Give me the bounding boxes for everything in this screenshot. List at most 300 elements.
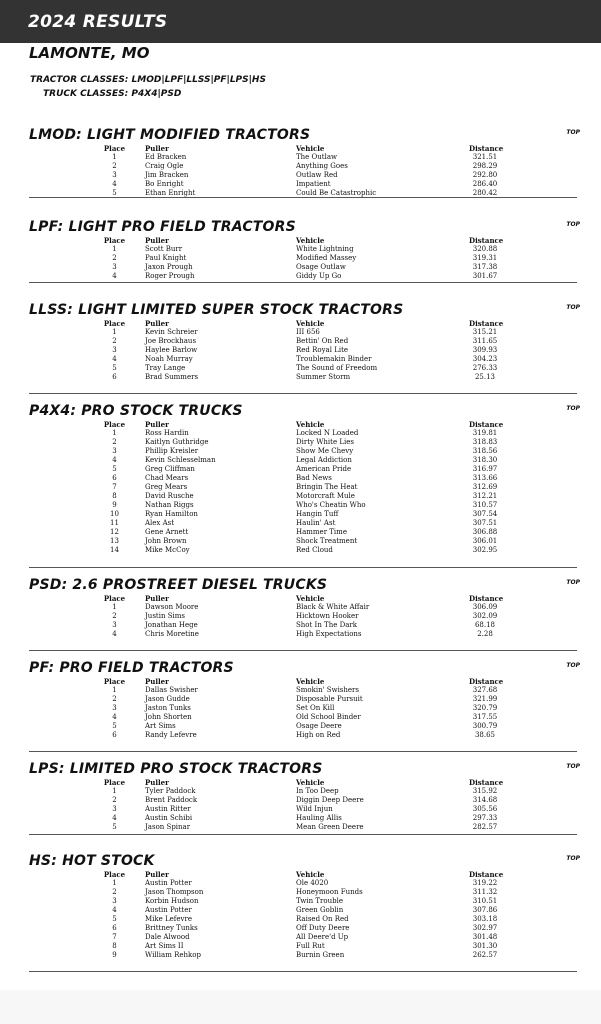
distance-cell: 68.18 (474, 621, 496, 629)
table-row (29, 630, 577, 639)
table-row (29, 364, 577, 373)
table-row (29, 722, 577, 731)
table-row (29, 501, 577, 510)
table-header-row (29, 236, 577, 245)
vehicle-cell: White Lightning (296, 245, 354, 253)
vehicle-cell: Old School Binder (296, 713, 361, 721)
table-row (29, 805, 577, 814)
back-to-top-link[interactable]: TOP (566, 763, 580, 770)
column-header-vehicle: Vehicle (296, 144, 325, 153)
puller-cell: Haylee Barlow (145, 346, 198, 354)
back-to-top-link[interactable]: TOP (566, 405, 580, 412)
puller-cell: Scott Burr (145, 245, 183, 253)
vehicle-cell: Burnin Green (296, 951, 345, 959)
distance-cell: 25.13 (474, 373, 496, 381)
results-table (29, 594, 577, 639)
distance-cell: 303.18 (472, 915, 498, 923)
table-row (29, 906, 577, 915)
distance-cell: 286.40 (472, 180, 498, 188)
column-header-distance: Distance (469, 594, 504, 603)
place-cell: 5 (112, 189, 117, 197)
back-to-top-link[interactable]: TOP (566, 221, 580, 228)
section-psd (29, 576, 580, 651)
vehicle-cell: Hammer Time (296, 528, 347, 536)
section-pf (29, 659, 580, 752)
column-header-puller: Puller (145, 677, 169, 686)
place-cell: 3 (112, 897, 117, 905)
puller-cell: Mike Lefevre (145, 915, 192, 923)
column-header-puller: Puller (145, 778, 169, 787)
place-cell: 1 (112, 245, 117, 253)
table-row (29, 483, 577, 492)
place-cell: 9 (112, 501, 117, 509)
distance-cell: 314.68 (472, 796, 498, 804)
column-header-vehicle: Vehicle (296, 778, 325, 787)
place-cell: 1 (112, 153, 117, 161)
column-header-distance: Distance (469, 236, 504, 245)
distance-cell: 309.93 (472, 346, 498, 354)
place-cell: 2 (112, 337, 117, 345)
column-header-vehicle: Vehicle (296, 594, 325, 603)
table-row (29, 438, 577, 447)
table-row (29, 510, 577, 519)
place-cell: 10 (110, 510, 119, 518)
back-to-top-link[interactable]: TOP (566, 304, 580, 311)
results-table (29, 319, 577, 382)
vehicle-cell: Anything Goes (296, 162, 348, 170)
back-to-top-link[interactable]: TOP (566, 855, 580, 862)
puller-cell: Dawson Moore (145, 603, 199, 611)
vehicle-cell: Giddy Up Go (296, 272, 342, 280)
place-cell: 8 (112, 492, 117, 500)
column-header-place: Place (103, 236, 126, 245)
place-cell: 2 (112, 796, 117, 804)
place-cell: 1 (112, 429, 117, 437)
place-cell: 13 (110, 537, 119, 545)
vehicle-cell: Modified Massey (296, 254, 357, 262)
vehicle-cell: Wild Injun (296, 805, 333, 813)
vehicle-cell: Troublemakin Binder (296, 355, 372, 363)
distance-cell: 310.57 (472, 501, 498, 509)
table-row (29, 879, 577, 888)
place-cell: 4 (112, 355, 117, 363)
place-cell: 3 (112, 704, 117, 712)
vehicle-cell: Hicktown Hooker (296, 612, 359, 620)
vehicle-cell: Motorcraft Mule (296, 492, 355, 500)
place-cell: 14 (110, 546, 119, 554)
column-header-vehicle: Vehicle (296, 420, 325, 429)
puller-cell: Roger Prough (145, 272, 195, 280)
vehicle-cell: Full Rut (296, 942, 325, 950)
distance-cell: 304.23 (472, 355, 498, 363)
distance-cell: 319.31 (472, 254, 498, 262)
table-row (29, 254, 577, 263)
place-cell: 2 (112, 695, 117, 703)
column-header-distance: Distance (469, 870, 504, 879)
puller-cell: Kaitlyn Guthridge (145, 438, 209, 446)
column-header-place: Place (103, 594, 126, 603)
truck-classes-line: TRUCK CLASSES: P4X4|PSD (43, 89, 182, 99)
table-row (29, 272, 577, 281)
place-cell: 4 (112, 272, 117, 280)
vehicle-cell: The Sound of Freedom (296, 364, 378, 372)
table-header-row (29, 420, 577, 429)
puller-cell: Jaston Tunks (145, 704, 191, 712)
puller-cell: Alex Ast (145, 519, 175, 527)
column-header-vehicle: Vehicle (296, 870, 325, 879)
table-row (29, 814, 577, 823)
puller-cell: Tyler Paddock (145, 787, 196, 795)
vehicle-cell: Off Duty Deere (296, 924, 350, 932)
table-row (29, 189, 577, 198)
table-row (29, 546, 577, 555)
place-cell: 5 (112, 465, 117, 473)
table-row (29, 180, 577, 189)
distance-cell: 313.66 (472, 474, 498, 482)
vehicle-cell: Locked N Loaded (296, 429, 359, 437)
distance-cell: 301.48 (472, 933, 498, 941)
back-to-top-link[interactable]: TOP (566, 662, 580, 669)
section-llss (29, 301, 580, 394)
column-header-puller: Puller (145, 420, 169, 429)
section-title: LPS: LIMITED PRO STOCK TRACTORS (29, 761, 323, 777)
vehicle-cell: Who's Cheatin Who (296, 501, 366, 509)
table-row (29, 474, 577, 483)
distance-cell: 315.92 (472, 787, 498, 795)
puller-cell: John Shorten (145, 713, 192, 721)
distance-cell: 306.01 (472, 537, 498, 545)
table-row (29, 263, 577, 272)
place-cell: 3 (112, 346, 117, 354)
column-header-distance: Distance (469, 420, 504, 429)
table-row (29, 245, 577, 254)
puller-cell: William Rehkop (145, 951, 201, 959)
page-title: 2024 RESULTS (28, 12, 168, 32)
table-row (29, 924, 577, 933)
event-location: LAMONTE, MO (29, 44, 150, 62)
place-cell: 3 (112, 263, 117, 271)
distance-cell: 280.42 (472, 189, 498, 197)
distance-cell: 321.99 (472, 695, 498, 703)
results-table (29, 236, 577, 281)
table-row (29, 915, 577, 924)
vehicle-cell: Haulin' Ast (296, 519, 336, 527)
puller-cell: Austin Ritter (145, 805, 191, 813)
place-cell: 2 (112, 888, 117, 896)
place-cell: 6 (112, 924, 117, 932)
vehicle-cell: Bringin The Heat (296, 483, 358, 491)
table-row (29, 429, 577, 438)
puller-cell: Greg Mears (145, 483, 188, 491)
vehicle-cell: Diggin Deep Deere (296, 796, 364, 804)
section-p4x4 (29, 402, 580, 568)
column-header-distance: Distance (469, 778, 504, 787)
puller-cell: Noah Murray (145, 355, 193, 363)
table-header-row (29, 870, 577, 879)
tractor-classes-line: TRACTOR CLASSES: LMOD|LPF|LLSS|PF|LPS|HS (30, 75, 266, 85)
table-row (29, 713, 577, 722)
distance-cell: 318.83 (472, 438, 498, 446)
place-cell: 7 (112, 933, 117, 941)
section-title: HS: HOT STOCK (29, 853, 155, 869)
column-header-distance: Distance (469, 319, 504, 328)
place-cell: 3 (112, 621, 117, 629)
distance-cell: 320.88 (472, 245, 498, 253)
section-hs (29, 852, 580, 972)
vehicle-cell: Osage Deere (296, 722, 342, 730)
place-cell: 2 (112, 612, 117, 620)
puller-cell: Ross Hardin (145, 429, 189, 437)
vehicle-cell: Red Royal Lite (296, 346, 349, 354)
puller-cell: Ethan Enright (145, 189, 196, 197)
puller-cell: Dallas Swisher (145, 686, 198, 694)
vehicle-cell: Could Be Catastrophic (296, 189, 377, 197)
puller-cell: Mike McCoy (145, 546, 190, 554)
distance-cell: 38.65 (474, 731, 496, 739)
distance-cell: 298.29 (472, 162, 498, 170)
puller-cell: Kevin Schlesselman (145, 456, 216, 464)
distance-cell: 302.95 (472, 546, 498, 554)
distance-cell: 316.97 (472, 465, 498, 473)
back-to-top-link[interactable]: TOP (566, 129, 580, 136)
results-table (29, 677, 577, 740)
distance-cell: 319.81 (472, 429, 498, 437)
place-cell: 11 (110, 519, 119, 527)
vehicle-cell: Honeymoon Funds (296, 888, 363, 896)
place-cell: 5 (112, 722, 117, 730)
table-row (29, 171, 577, 180)
place-cell: 4 (112, 456, 117, 464)
table-row (29, 337, 577, 346)
vehicle-cell: Impatient (296, 180, 331, 188)
vehicle-cell: Shock Treatment (296, 537, 358, 545)
column-header-puller: Puller (145, 319, 169, 328)
place-cell: 8 (112, 942, 117, 950)
vehicle-cell: Hangin Tuff (296, 510, 339, 518)
puller-cell: Gene Arnett (145, 528, 189, 536)
puller-cell: Phillip Kreisler (145, 447, 199, 455)
distance-cell: 292.80 (472, 171, 498, 179)
table-row (29, 528, 577, 537)
place-cell: 9 (112, 951, 117, 959)
puller-cell: Paul Knight (145, 254, 187, 262)
vehicle-cell: Bettin' On Red (296, 337, 349, 345)
table-row (29, 328, 577, 337)
distance-cell: 302.97 (472, 924, 498, 932)
table-header-row (29, 778, 577, 787)
place-cell: 3 (112, 447, 117, 455)
puller-cell: Randy Lefevre (145, 731, 197, 739)
place-cell: 4 (112, 713, 117, 721)
distance-cell: 276.33 (472, 364, 498, 372)
place-cell: 1 (112, 603, 117, 611)
section-title: PF: PRO FIELD TRACTORS (29, 660, 234, 676)
distance-cell: 307.54 (472, 510, 498, 518)
table-row (29, 787, 577, 796)
table-row (29, 621, 577, 630)
vehicle-cell: Twin Trouble (296, 897, 343, 905)
distance-cell: 262.57 (472, 951, 498, 959)
distance-cell: 318.30 (472, 456, 498, 464)
table-row (29, 796, 577, 805)
distance-cell: 315.21 (472, 328, 498, 336)
column-header-puller: Puller (145, 870, 169, 879)
distance-cell: 306.09 (472, 603, 498, 611)
puller-cell: Kevin Schreier (145, 328, 198, 336)
table-row (29, 942, 577, 951)
column-header-vehicle: Vehicle (296, 677, 325, 686)
puller-cell: Chad Mears (145, 474, 189, 482)
column-header-vehicle: Vehicle (296, 236, 325, 245)
table-row (29, 456, 577, 465)
vehicle-cell: High on Red (296, 731, 341, 739)
vehicle-cell: Bad News (296, 474, 332, 482)
distance-cell: 317.38 (472, 263, 498, 271)
table-row (29, 888, 577, 897)
distance-cell: 318.56 (472, 447, 498, 455)
results-table (29, 778, 577, 832)
place-cell: 1 (112, 879, 117, 887)
place-cell: 3 (112, 805, 117, 813)
section-title: P4X4: PRO STOCK TRUCKS (29, 403, 243, 419)
vehicle-cell: Dirty White Lies (296, 438, 354, 446)
table-row (29, 537, 577, 546)
distance-cell: 320.79 (472, 704, 498, 712)
vehicle-cell: Set On Kill (296, 704, 335, 712)
vehicle-cell: Black & White Affair (296, 603, 370, 611)
column-header-vehicle: Vehicle (296, 319, 325, 328)
distance-cell: 307.86 (472, 906, 498, 914)
column-header-distance: Distance (469, 677, 504, 686)
back-to-top-link[interactable]: TOP (566, 579, 580, 586)
distance-cell: 319.22 (472, 879, 498, 887)
puller-cell: Austin Potter (145, 906, 192, 914)
vehicle-cell: III 656 (296, 328, 320, 336)
place-cell: 6 (112, 474, 117, 482)
place-cell: 7 (112, 483, 117, 491)
vehicle-cell: Mean Green Deere (296, 823, 364, 831)
vehicle-cell: Smokin' Swishers (296, 686, 359, 694)
table-row (29, 612, 577, 621)
place-cell: 2 (112, 438, 117, 446)
section-title: LPF: LIGHT PRO FIELD TRACTORS (29, 219, 296, 235)
table-row (29, 823, 577, 832)
vehicle-cell: Raised On Red (296, 915, 349, 923)
vehicle-cell: High Expectations (296, 630, 362, 638)
column-header-distance: Distance (469, 144, 504, 153)
distance-cell: 282.57 (472, 823, 498, 831)
place-cell: 1 (112, 686, 117, 694)
column-header-place: Place (103, 778, 126, 787)
results-table (29, 420, 577, 555)
place-cell: 2 (112, 162, 117, 170)
puller-cell: Joe Brockhaus (145, 337, 197, 345)
puller-cell: Jaxon Prough (145, 263, 193, 271)
table-row (29, 373, 577, 382)
distance-cell: 312.69 (472, 483, 498, 491)
table-row (29, 162, 577, 171)
puller-cell: Greg Cliffman (145, 465, 195, 473)
section-lmod (29, 126, 580, 198)
table-header-row (29, 144, 577, 153)
puller-cell: Austin Potter (145, 879, 192, 887)
puller-cell: Brent Paddock (145, 796, 198, 804)
place-cell: 1 (112, 787, 117, 795)
puller-cell: John Brown (145, 537, 187, 545)
puller-cell: Tray Lange (145, 364, 186, 372)
vehicle-cell: Hauling Allis (296, 814, 342, 822)
table-row (29, 731, 577, 740)
distance-cell: 305.56 (472, 805, 498, 813)
vehicle-cell: Shot In The Dark (296, 621, 357, 629)
column-header-place: Place (103, 420, 126, 429)
puller-cell: Brittney Tunks (145, 924, 198, 932)
vehicle-cell: Legal Addiction (296, 456, 352, 464)
table-header-row (29, 319, 577, 328)
distance-cell: 302.09 (472, 612, 498, 620)
place-cell: 4 (112, 906, 117, 914)
vehicle-cell: Green Goblin (296, 906, 344, 914)
puller-cell: Ryan Hamilton (145, 510, 198, 518)
results-table (29, 870, 577, 960)
puller-cell: Jim Bracken (145, 171, 189, 179)
distance-cell: 297.33 (472, 814, 498, 822)
column-header-place: Place (103, 870, 126, 879)
place-cell: 5 (112, 823, 117, 831)
place-cell: 4 (112, 180, 117, 188)
results-table (29, 144, 577, 198)
column-header-puller: Puller (145, 236, 169, 245)
puller-cell: Art Sims (145, 722, 176, 730)
vehicle-cell: The Outlaw (296, 153, 338, 161)
puller-cell: Jason Spinar (145, 823, 191, 831)
place-cell: 5 (112, 915, 117, 923)
puller-cell: Dale Alwood (145, 933, 190, 941)
distance-cell: 300.79 (472, 722, 498, 730)
place-cell: 6 (112, 731, 117, 739)
place-cell: 6 (112, 373, 117, 381)
puller-cell: Jason Gudde (145, 695, 190, 703)
section-title: PSD: 2.6 PROSTREET DIESEL TRUCKS (29, 577, 328, 593)
distance-cell: 310.51 (472, 897, 498, 905)
distance-cell: 311.65 (472, 337, 498, 345)
place-cell: 2 (112, 254, 117, 262)
section-lps (29, 760, 580, 835)
puller-cell: Korbin Hudson (145, 897, 199, 905)
table-header-row (29, 677, 577, 686)
puller-cell: Jonathan Hege (145, 621, 198, 629)
table-row (29, 603, 577, 612)
table-row (29, 933, 577, 942)
table-row (29, 355, 577, 364)
table-row (29, 153, 577, 162)
vehicle-cell: Disposable Pursuit (296, 695, 363, 703)
puller-cell: Art Sims II (145, 942, 184, 950)
distance-cell: 301.67 (472, 272, 498, 280)
puller-cell: Ed Bracken (145, 153, 187, 161)
distance-cell: 312.21 (472, 492, 498, 500)
puller-cell: Austin Schibi (145, 814, 193, 822)
distance-cell: 306.88 (472, 528, 498, 536)
column-header-place: Place (103, 677, 126, 686)
puller-cell: Jason Thompson (145, 888, 204, 896)
table-row (29, 704, 577, 713)
distance-cell: 317.55 (472, 713, 498, 721)
column-header-puller: Puller (145, 594, 169, 603)
place-cell: 12 (110, 528, 119, 536)
column-header-puller: Puller (145, 144, 169, 153)
column-header-place: Place (103, 319, 126, 328)
